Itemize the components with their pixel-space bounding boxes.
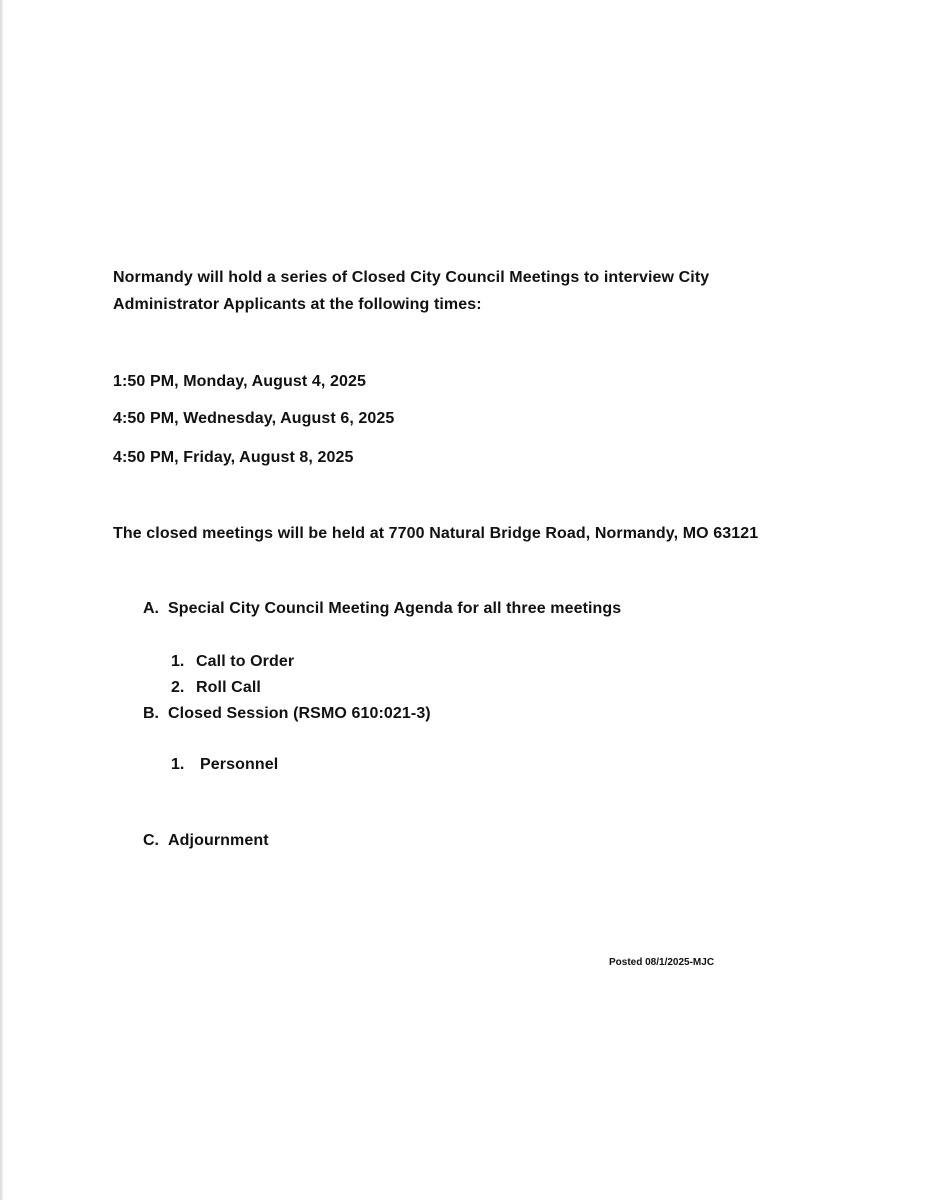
agenda-a-marker: A. bbox=[143, 600, 159, 617]
agenda-c-label: Adjournment bbox=[168, 832, 269, 849]
agenda-a-label: Special City Council Meeting Agenda for all three meetings bbox=[168, 600, 622, 617]
location-line: The closed meetings will be held at 7700 Natural Bridge Road, Normandy, MO 63121 bbox=[113, 525, 759, 542]
agenda-a-item-1-marker: 1. bbox=[171, 653, 185, 670]
intro-line-1: Normandy will hold a series of Closed City Council Meetings to interview City bbox=[113, 269, 710, 286]
intro-line-2: Administrator Applicants at the following times: bbox=[113, 296, 482, 313]
agenda-b-label: Closed Session (RSMO 610:021-3) bbox=[168, 705, 431, 722]
meeting-time-1: 1:50 PM, Monday, August 4, 2025 bbox=[113, 373, 366, 390]
agenda-b-item-1-label: Personnel bbox=[200, 756, 279, 773]
agenda-c-marker: C. bbox=[143, 832, 159, 849]
agenda-a-item-1-label: Call to Order bbox=[196, 653, 295, 670]
agenda-b-item-1-marker: 1. bbox=[171, 756, 185, 773]
agenda-b-marker: B. bbox=[143, 705, 159, 722]
meeting-time-2: 4:50 PM, Wednesday, August 6, 2025 bbox=[113, 410, 395, 427]
agenda-a-item-2-marker: 2. bbox=[171, 679, 185, 696]
meeting-time-3: 4:50 PM, Friday, August 8, 2025 bbox=[113, 449, 354, 466]
posted-stamp: Posted 08/1/2025-MJC bbox=[609, 957, 715, 968]
agenda-a-item-2-label: Roll Call bbox=[196, 679, 261, 696]
